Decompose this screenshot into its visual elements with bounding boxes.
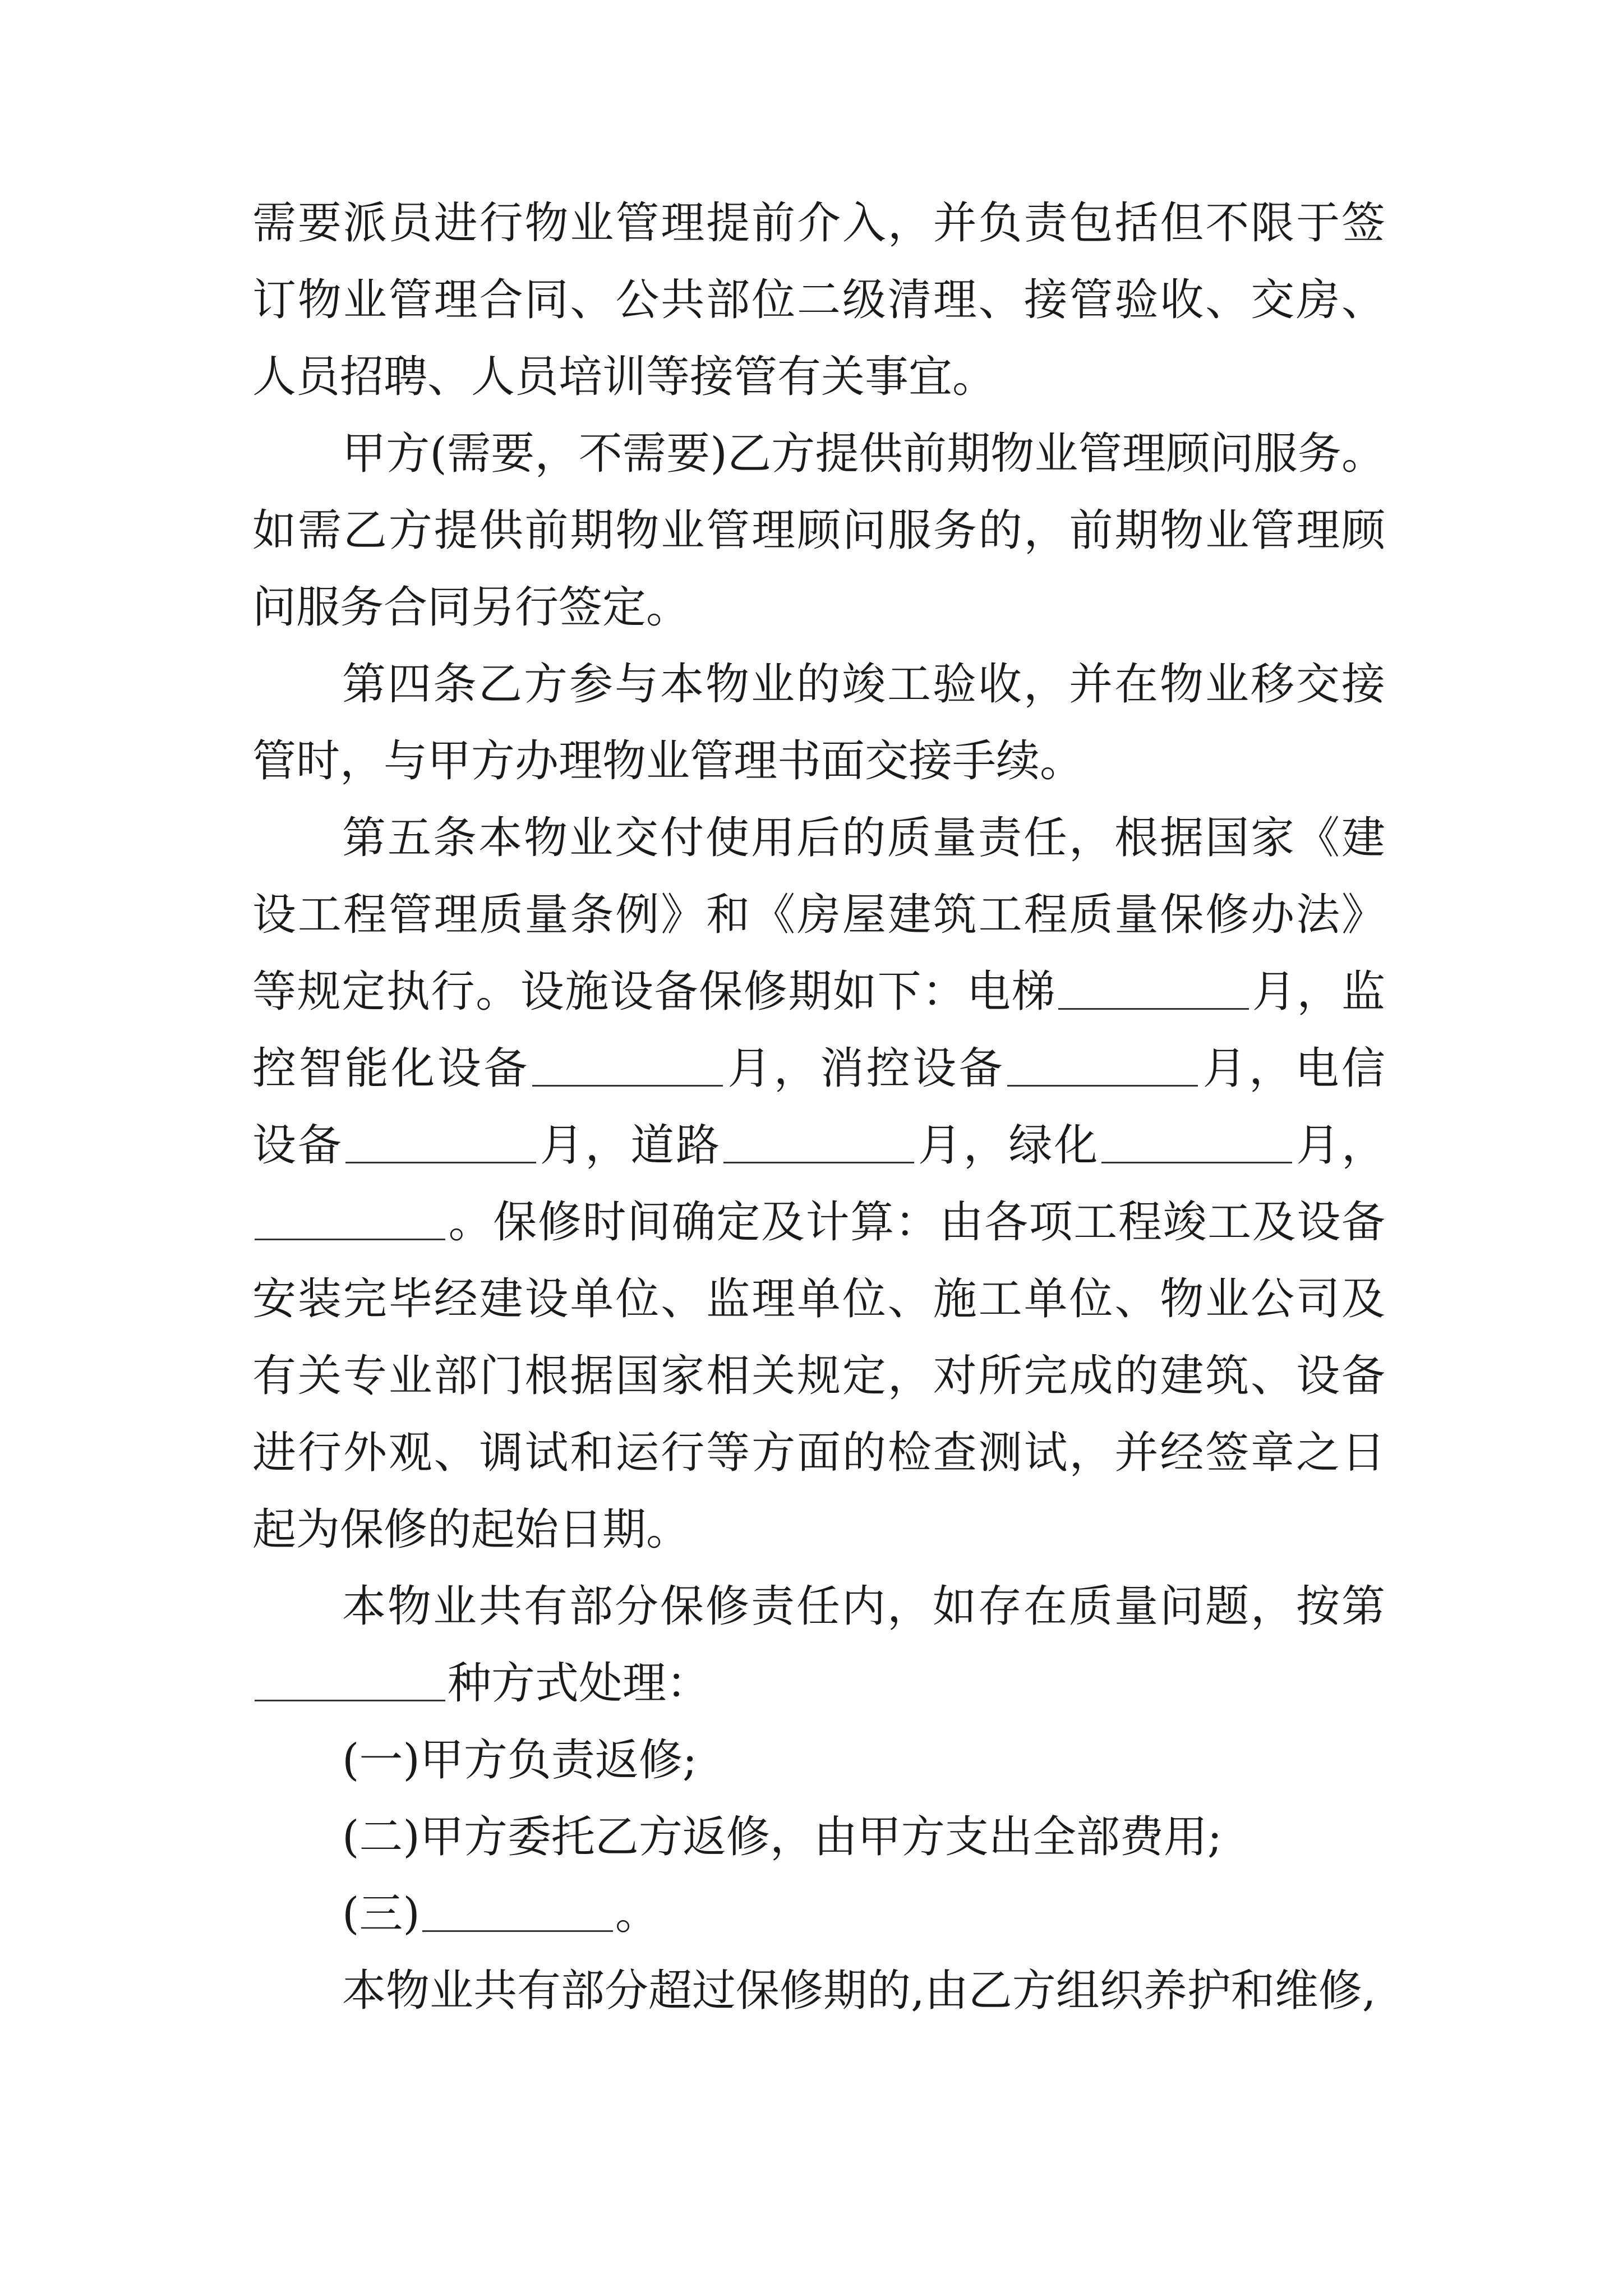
paragraph-consultancy <box>252 416 1385 646</box>
paragraph-segment: 月， <box>1294 1120 1385 1171</box>
paragraph-text: 甲方(需要，不需要)乙方提供前期物业管理顾问服务。如需乙方提供前期物业管理顾问服务的，前期物业管理顾问服务合同另行签定。 <box>252 429 1385 633</box>
list-item-option-2 <box>252 1799 1385 1876</box>
paragraph-text: 需要派员进行物业管理提前介入，并负责包括但不限于签订物业管理合同、公共部位二级清理、接管验收、交房、人员招聘、人员培训等接管有关事宜。 <box>252 198 1385 402</box>
paragraph-continuation <box>252 185 1385 416</box>
blank-field-greening <box>1101 1124 1292 1163</box>
paragraph-segment: 月，监控智能化设备 <box>252 967 1385 1094</box>
blank-field-option-3 <box>422 1892 613 1932</box>
blank-field-elevator <box>1058 970 1249 1010</box>
paragraph-segment: 第五条本物业交付使用后的质量责任，根据国家《建设工程管理质量条例》和《房屋建筑工程质量保修办法》等规定执行。设施设备保修期如下：电梯 <box>252 813 1385 1017</box>
paragraph-post-warranty <box>252 1953 1385 2030</box>
paragraph-segment: 本物业共有部分保修责任内，如存在质量问题，按第 <box>342 1581 1385 1632</box>
list-item-text: (二)甲方委托乙方返修，由甲方支出全部费用; <box>342 1812 1223 1862</box>
blank-field-method <box>255 1662 445 1701</box>
list-item-text: (三) <box>342 1889 420 1939</box>
paragraph-segment: 。保修时间确定及计算：由各项工程竣工及设备安装完毕经建设单位、监理单位、施工单位、物业公司及有关专业部门根据国家相关规定，对所完成的建筑、设备进行外观、调试和运行等方面的检查测试，并经签章之日起为保修的起始日期。 <box>252 1197 1385 1555</box>
blank-field-other <box>255 1200 445 1240</box>
blank-field-monitoring <box>532 1047 723 1087</box>
list-item-option-3 <box>252 1876 1385 1953</box>
list-item-text: 。 <box>615 1889 659 1939</box>
blank-field-road <box>723 1124 914 1163</box>
document-body <box>252 185 1385 2030</box>
paragraph-text: 本物业共有部分超过保修期的,由乙方组织养护和维修, <box>342 1966 1376 2016</box>
list-item-text: (一)甲方负责返修; <box>342 1735 698 1786</box>
blank-field-telecom <box>345 1124 536 1163</box>
paragraph-segment: 种方式处理： <box>448 1658 711 1709</box>
list-item-option-1 <box>252 1722 1385 1799</box>
paragraph-segment: 月，消控设备 <box>725 1043 1006 1094</box>
blank-field-fire-control <box>1007 1047 1198 1087</box>
paragraph-warranty-handling <box>252 1568 1385 1722</box>
paragraph-segment: 月，道路 <box>538 1120 721 1171</box>
paragraph-article-4 <box>252 646 1385 800</box>
paragraph-text: 第四条乙方参与本物业的竣工验收，并在物业移交接管时，与甲方办理物业管理书面交接手续。 <box>252 659 1385 786</box>
paragraph-segment: 月，电信设备 <box>252 1043 1385 1171</box>
paragraph-article-5 <box>252 800 1385 1568</box>
paragraph-segment: 月，绿化 <box>916 1120 1100 1171</box>
